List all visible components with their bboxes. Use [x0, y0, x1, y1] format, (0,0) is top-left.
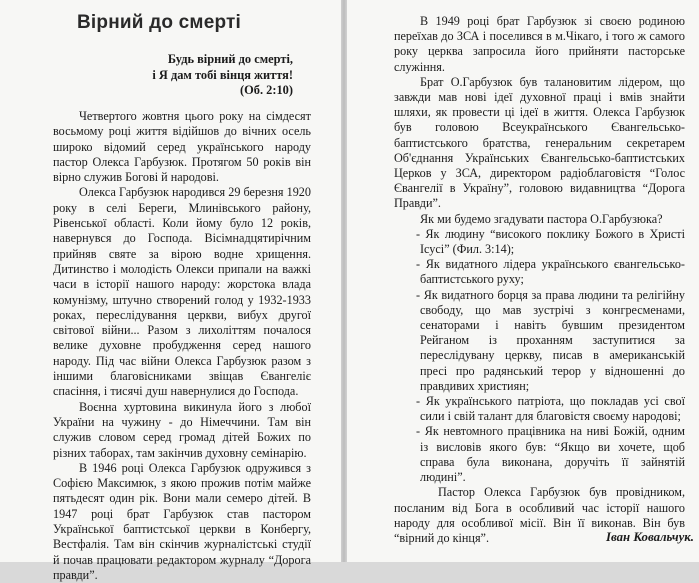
paragraph: В 1946 році Олекса Гарбузюк одружився з Софією Максимюк, з якою прожив потім майже пятьдесят один рік. Вони мали семеро дітей. В 1947 році брат Гарбузюк став пастором Української баптистської церкви в Конбергу, Вестфалія. Там він скінчив журналістські студії й почав працювати редактором журналу “Дорога правди”.: [53, 460, 311, 582]
left-text-column: [53, 109, 311, 583]
list-item: - Як видатного борця за права людини та релігійну свободу, що мав зустрічі з конгресменами, сенаторами і навіть бувшим президентом Рейганом із проханням заступитися за переслідувану церкву, писав в американській пресі про радянський терор у відношенні до правдивих християн;: [416, 287, 685, 393]
article-title: Вірний до смерті: [77, 12, 241, 33]
paragraph: Воєнна хуртовина викинула його з любої України на чужину - до Німеччини. Там він служив словом серед громад дітей Божих по різних таборах, там закінчив духовну семінарію.: [53, 399, 311, 460]
epigraph: [152, 52, 293, 99]
epigraph-line-1: Будь вірний до смерті,: [167, 52, 293, 66]
author-signature: Іван Ковальчук.: [606, 530, 694, 544]
list-item: - Як українського патріота, що покладав усі свої сили і свій талант для благовістя своєму народові;: [416, 394, 685, 424]
paragraph: Брат О.Гарбузюк був талановитим лідером, що завжди мав нові ідеї духовної праці і вмів знайти шляхи, як провести ці ідеї в життя. Олекса Гарбузюк був головою Всеукраїнського Євангельсько-баптистського братства, генеральним секретарем Об'єднання Українських Євангельсько-баптистських Церков у ЗСА, директором радіоблаговістя “Голос Євангелії в Україну”, головою видавництва “Дорога Правди”.: [394, 74, 685, 211]
closing-paragraph: Пастор Олекса Гарбузюк був провідником, посланим від Бога в особливий час історії нашого народу для особливої місії. Він її виконав. Він був “вірний до кінця”.: [394, 485, 685, 545]
epigraph-reference: (Об. 2:10): [240, 83, 293, 97]
paragraph: Олекса Гарбузюк народився 29 березня 1920 року в селі Береги, Млинівського району, Рівенської області. Коли йому було 12 років, навернувся до Господа. Вісімнадцятирічним прийняв святе за вірою водне хрищення. Дитинство і молодість Олекси припали на важкі часи в історії нашого народу: жорстока влада комунізму, штучно створений голод у 1932-1933 роках, переслідування церкви, вибух другої світової війни... Разом з лихоліттям почалося велике духовне пробудження серед нашого народу. Під час війни Олекса Гарбузюк разом з іншими благовісниками звіщав Євангеліє спасіння, і тисячі душ навернулися до Господа.: [53, 185, 311, 399]
epigraph-line-2: і Я дам тобі вінця життя!: [152, 67, 293, 82]
list-item: - Як видатного лідера українського євангельсько-баптистського руху;: [416, 257, 685, 287]
paragraph: В 1949 році брат Гарбузюк зі своєю родиною переїхав до ЗСА і поселився в м.Чікаго, і того ж самого року церква запросила його прийняти пасторське служіння.: [394, 14, 685, 74]
list-item: - Як невтомного працівника на ниві Божій, одним із висловів якого був: “Якщо ви хочете, щоб справа була виконана, доручіть її зайнятій людині”.: [416, 424, 685, 485]
list-item: - Як людину “високого поклику Божого в Христі Ісусі” (Фил. 3:14);: [416, 226, 685, 257]
paragraph: Четвертого жовтня цього року на сімдесят восьмому році життя відійшов до вічних осель широко відомий серед українського народу пастор Олекса Гарбузюк. Протягом 50 років він вірно служив Богові й народові.: [53, 109, 311, 185]
left-page: [0, 0, 341, 582]
paragraph: Як ми будемо згадувати пастора О.Гарбузюка?: [420, 211, 663, 226]
right-text-column: [394, 14, 685, 546]
right-page: [347, 0, 699, 562]
